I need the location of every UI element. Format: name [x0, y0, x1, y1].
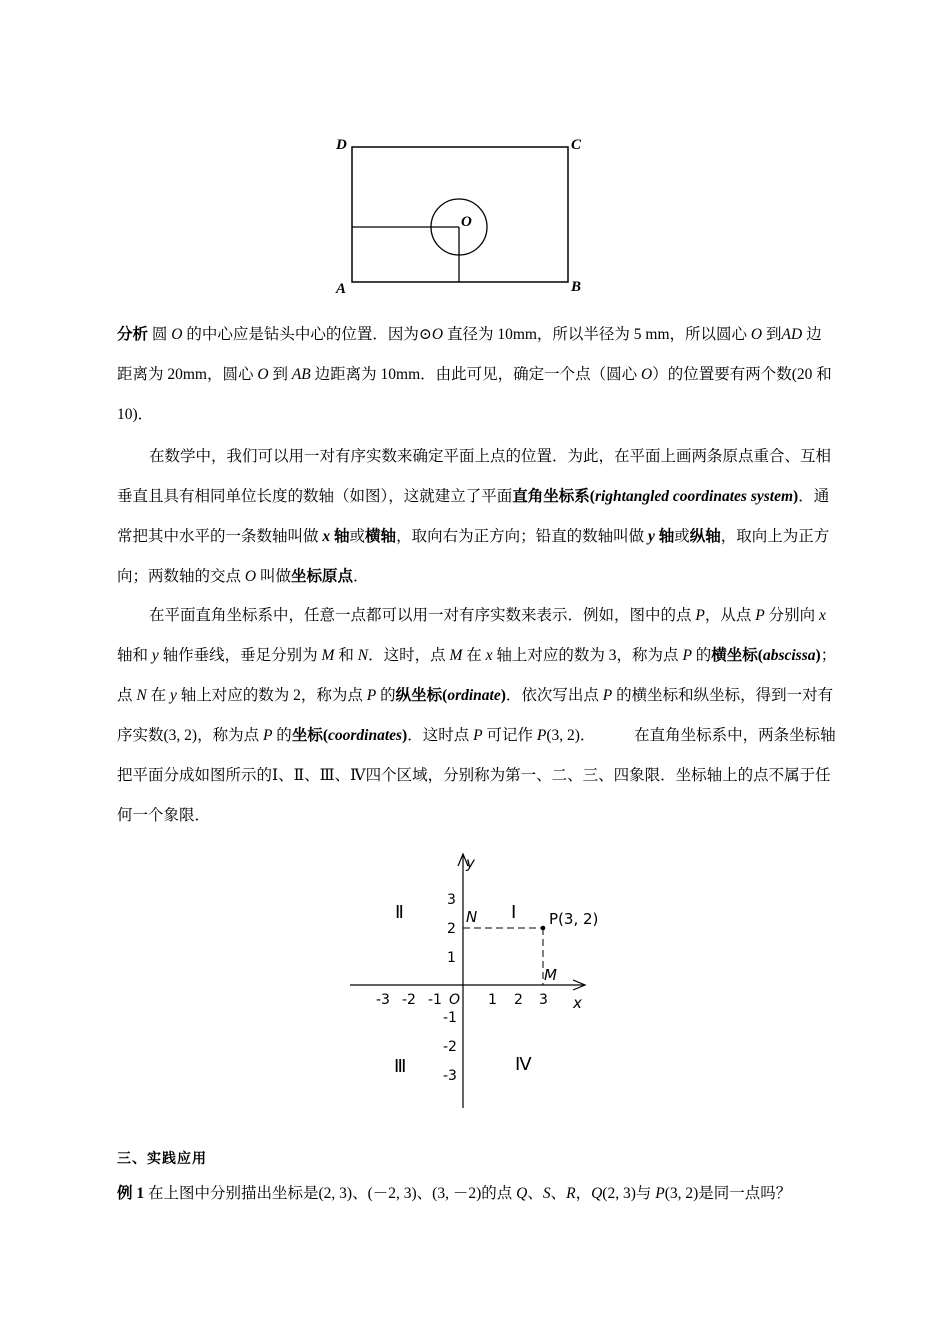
text: 、	[550, 1185, 567, 1202]
y-tick-neg3: -3	[443, 1068, 457, 1084]
var-n: N	[136, 687, 147, 704]
text: 到	[762, 326, 782, 343]
var-p: P	[536, 727, 547, 744]
x-tick-1: 1	[488, 992, 497, 1008]
analysis-paragraph	[117, 315, 837, 435]
x-tick-3: 3	[539, 992, 548, 1008]
analysis-label: 分析	[117, 326, 149, 343]
point-coordinates-paragraph	[117, 596, 837, 836]
y-tick-3: 3	[447, 892, 456, 908]
label-m: M	[544, 966, 557, 984]
y-tick-2: 2	[447, 921, 456, 937]
label-p: P(3, 2)	[549, 910, 599, 928]
x-tick-neg2: -2	[402, 992, 416, 1008]
quadrant-1-label: Ⅰ	[511, 902, 517, 922]
var-x: x	[322, 528, 331, 545]
var-y: y	[170, 687, 177, 704]
text: ，	[575, 1185, 592, 1202]
text: 边距离为 10mm．由此可见，确定一个点（圆心	[310, 366, 642, 383]
term-text: )	[815, 647, 821, 664]
quadrant-3-label: Ⅲ	[394, 1056, 407, 1076]
text: ．这时点	[407, 727, 474, 744]
y-tick-neg2: -2	[443, 1039, 457, 1055]
figure-coordinate-plane	[345, 848, 605, 1113]
text: 轴和	[117, 647, 152, 664]
term-english: abscissa	[762, 647, 816, 664]
x-tick-neg1: -1	[428, 992, 442, 1008]
var-y: y	[151, 647, 159, 664]
text: 叫做	[256, 568, 291, 585]
term-text: 纵坐标(	[395, 687, 448, 704]
text: 、	[527, 1185, 543, 1202]
text: 直径为 10mm，所以半径为 5 mm，所以圆心	[443, 326, 751, 343]
term-x-axis: 轴	[330, 528, 350, 545]
text: 的中心应是钻头中心的位置．因为⊙	[182, 326, 432, 343]
figure-rectangle-circle	[330, 130, 590, 300]
var-p: P	[655, 1185, 665, 1202]
var-p: P	[366, 687, 377, 704]
text: 轴上对应的数为 2，称为点	[176, 687, 367, 704]
text: 的	[272, 727, 292, 744]
text: 或	[349, 528, 366, 545]
term-english: coordinates	[327, 727, 403, 744]
text: 和	[334, 647, 358, 664]
text: 在上图中分别描出坐标是(2, 3)、(－2, 3)、(3, －2)的点	[144, 1185, 517, 1202]
var-n: N	[357, 647, 369, 664]
term-english: rightangled coordinates system	[594, 488, 794, 505]
text: ．通常把其中水平的一条数轴叫做	[117, 488, 830, 545]
term-vertical-axis: 纵轴	[689, 528, 721, 545]
var-q: Q	[516, 1185, 528, 1202]
y-tick-1: 1	[447, 950, 456, 966]
label-n: N	[466, 908, 478, 926]
text: ．依次写出点	[505, 687, 603, 704]
label-a: A	[336, 281, 347, 297]
example-label: 例 1	[117, 1185, 145, 1202]
text: ；点	[117, 647, 837, 704]
var-o: O	[171, 326, 183, 343]
text: 轴上对应的数为 3，称为点	[492, 647, 683, 664]
var-o: O	[431, 326, 444, 343]
term-english: ordinate	[447, 687, 501, 704]
text: 在	[146, 687, 170, 704]
example-1-paragraph	[117, 1174, 877, 1214]
text: ，取向右为正方向；铅直的数轴叫做	[396, 528, 648, 545]
label-o: O	[461, 214, 472, 230]
text: 或	[674, 528, 690, 545]
text: 边距离为 20mm，圆心	[117, 326, 822, 383]
y-tick-neg1: -1	[443, 1010, 457, 1026]
term-horizontal-axis: 横轴	[365, 528, 397, 545]
var-x: x	[818, 607, 826, 624]
text: 在	[462, 647, 486, 664]
text: ．	[353, 568, 369, 585]
y-axis-label: y	[466, 854, 475, 872]
rectangle-circle-svg	[330, 130, 590, 300]
var-p: P	[682, 647, 692, 664]
text: (3, 2)． 在直角坐标系中，两条坐标轴把平面分成如图所示的Ⅰ、Ⅱ、Ⅲ、Ⅳ四个区域，分别称为第一、二、三、四象限．坐标轴上的点不属于任何一个象限．	[117, 727, 836, 824]
term-text: 坐标(	[291, 727, 328, 744]
x-axis-label: x	[573, 994, 582, 1012]
x-tick-2: 2	[514, 992, 523, 1008]
term-text: 直角坐标系(	[512, 488, 595, 505]
text: ．这时，点	[368, 647, 450, 664]
term-abscissa	[711, 647, 820, 664]
text: ）的位置要有两个数(20 和 10)．	[117, 366, 832, 423]
var-p: P	[695, 607, 705, 624]
text: 分别向	[764, 607, 819, 624]
var-m: M	[321, 647, 335, 664]
var-ab: AB	[291, 366, 311, 383]
label-c: C	[571, 137, 582, 153]
term-text: )	[793, 488, 799, 505]
term-origin: 坐标原点	[290, 568, 353, 585]
var-p: P	[602, 687, 613, 704]
text: 的	[376, 687, 396, 704]
term-text: )	[402, 727, 408, 744]
var-s: S	[542, 1185, 551, 1202]
section-heading: 三、实践应用	[117, 1151, 207, 1167]
quadrant-4-label: Ⅳ	[515, 1054, 532, 1074]
var-y: y	[647, 528, 655, 545]
text: 在数学中，我们可以用一对有序实数来确定平面上点的位置．为此，在平面上画两条原点重合、互相垂直且具有相同单位长度的数轴（如图），这就建立了平面	[117, 448, 832, 505]
var-p: P	[755, 607, 765, 624]
text: 的	[691, 647, 712, 664]
text: (2, 3)与	[602, 1185, 656, 1202]
rectangle-abcd	[352, 147, 568, 282]
term-coordinates	[292, 727, 407, 744]
var-x: x	[485, 647, 493, 664]
term-rectangular-coords	[512, 488, 798, 505]
term-y-axis: 轴	[654, 528, 675, 545]
text: (3, 2)是同一点吗？	[664, 1185, 792, 1202]
var-ad: AD	[781, 326, 803, 343]
label-d: D	[336, 137, 347, 153]
term-text: 横坐标(	[711, 647, 763, 664]
coordinate-system-paragraph	[117, 437, 837, 597]
term-ordinate	[396, 687, 506, 704]
term-text: )	[500, 687, 506, 704]
var-m: M	[449, 647, 463, 664]
text: ，从点	[704, 607, 756, 624]
text: 轴作垂线，垂足分别为	[158, 647, 322, 664]
origin-label: O	[449, 992, 461, 1008]
label-b: B	[571, 279, 582, 295]
coordinate-plane-svg	[345, 848, 605, 1113]
point-p	[541, 926, 546, 931]
var-o: O	[244, 568, 257, 585]
text: 的横坐标和纵坐标，得到一对有序实数(3, 2)，称为点	[117, 687, 834, 744]
text: 到	[268, 366, 292, 383]
text: 在平面直角坐标系中，任意一点都可以用一对有序实数来表示．例如，图中的点	[149, 607, 696, 624]
var-r: R	[566, 1185, 576, 1202]
var-o: O	[641, 366, 653, 383]
var-o: O	[257, 366, 269, 383]
var-q: Q	[591, 1185, 603, 1202]
var-p: P	[473, 727, 483, 744]
text: 圆	[148, 326, 172, 343]
var-o: O	[750, 326, 763, 343]
text: 可记作	[482, 727, 537, 744]
text: ，取向上为正方向；两数轴的交点	[117, 528, 830, 585]
x-tick-neg3: -3	[376, 992, 390, 1008]
var-p: P	[262, 727, 273, 744]
quadrant-2-label: Ⅱ	[395, 902, 404, 922]
